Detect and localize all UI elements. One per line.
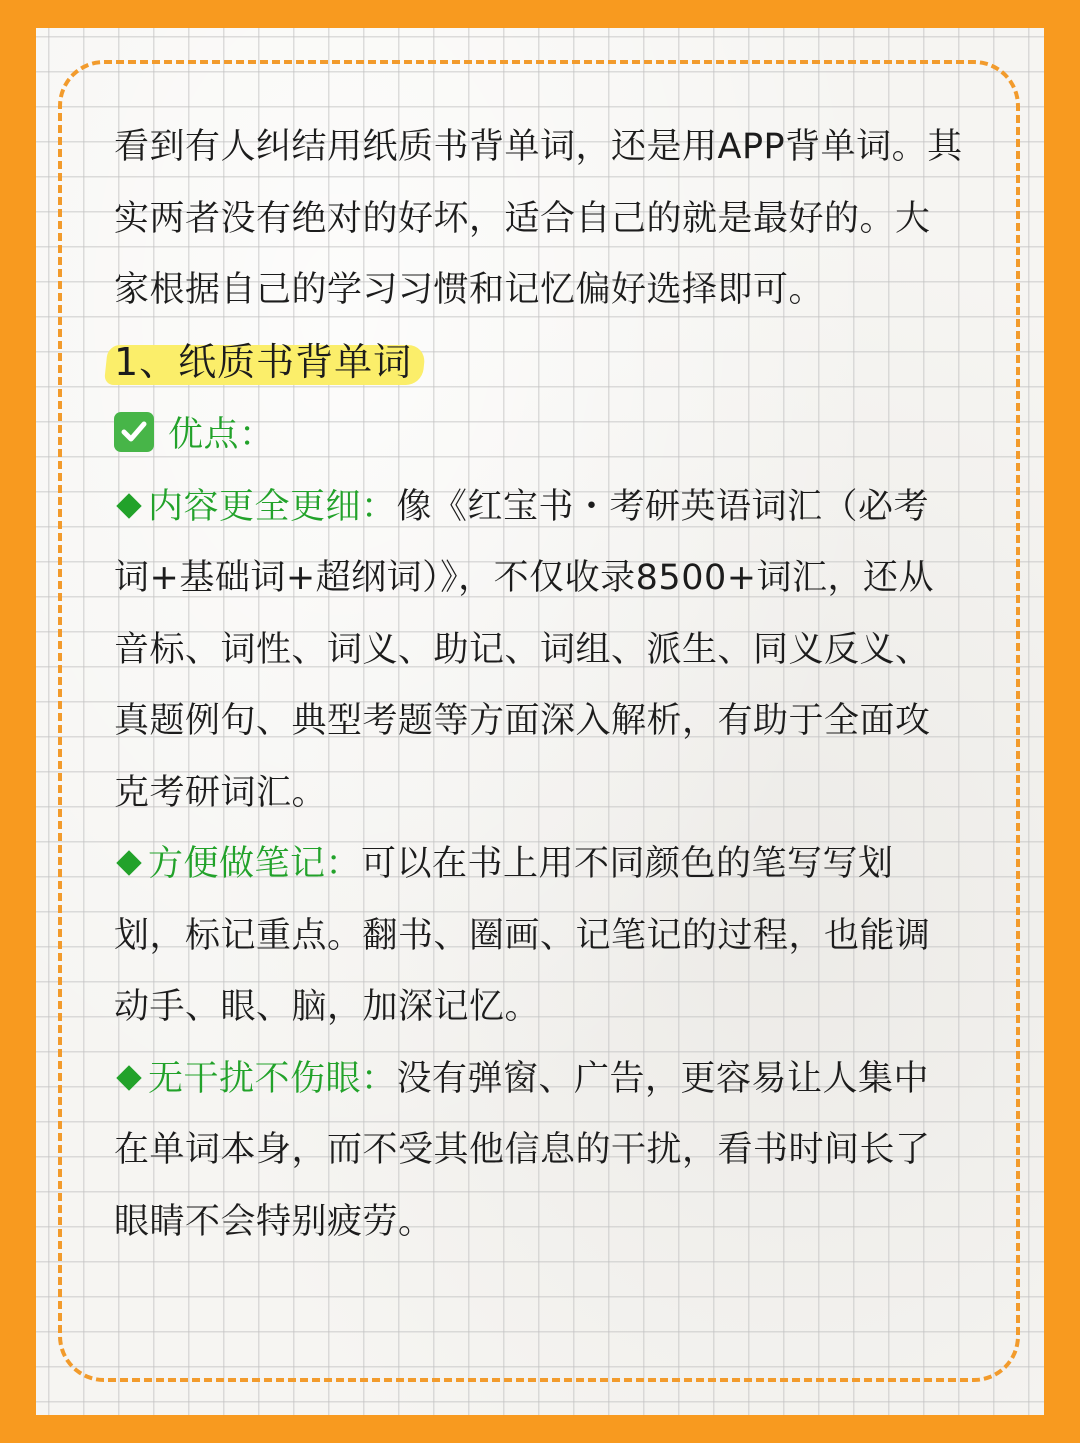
pros-label: 优点： (168, 415, 275, 455)
point-title: 无干扰不伤眼： (148, 1058, 397, 1099)
article-content (114, 112, 964, 1258)
point-no-distraction (114, 1044, 964, 1259)
section-title: 1、纸质书背单词 (114, 327, 420, 399)
section-heading-row (114, 327, 964, 401)
intro-paragraph: 看到有人纠结用纸质书背单词，还是用APP背单词。其实两者没有绝对的好坏，适合自己的就是最好的。大家根据自己的学习习惯和记忆偏好选择即可。 (114, 127, 963, 310)
check-mark-button-icon (114, 412, 154, 452)
point-notes (114, 829, 964, 1044)
point-text: 没有弹窗、广告，更容易让人集中在单词本身，而不受其他信息的干扰，看书时间长了眼睛不会特别疲劳。 (114, 1058, 931, 1242)
point-text: 像《红宝书・考研英语词汇（必考词+基础词+超纲词）》，不仅收录8500+词汇，还从音标、词性、词义、助记、词组、派生、同义反义、真题例句、典型考题等方面深入解析，有助于全面攻克考研词汇。 (114, 486, 935, 813)
point-text: 可以在书上用不同颜色的笔写写划划，标记重点。翻书、圈画、记笔记的过程，也能调动手、眼、脑，加深记忆。 (114, 844, 931, 1027)
point-title: 内容更全更细： (148, 486, 397, 527)
diamond-bullet-icon (116, 493, 141, 518)
diamond-bullet-icon (116, 850, 141, 875)
pros-heading (114, 400, 964, 472)
point-content-detail (114, 472, 964, 830)
diamond-bullet-icon (116, 1065, 141, 1090)
point-title: 方便做笔记： (148, 844, 362, 884)
